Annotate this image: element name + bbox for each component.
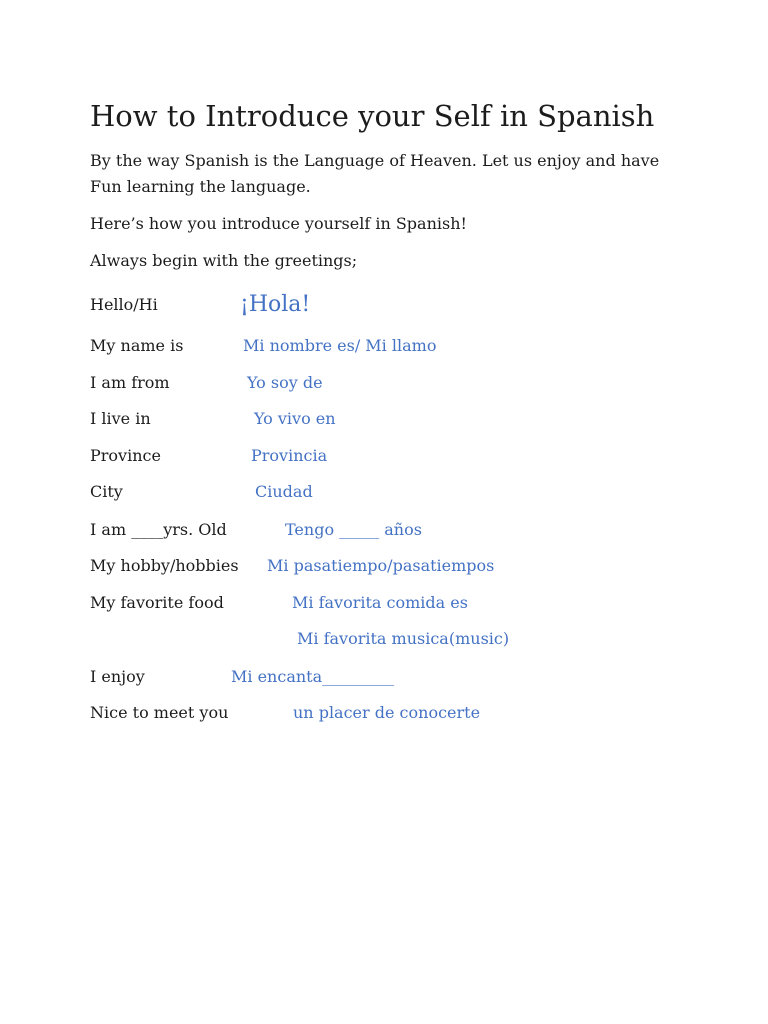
intro-paragraph: Always begin with the greetings; [90,251,358,270]
english-phrase: Nice to meet you [90,703,229,722]
spanish-phrase: un placer de conocerte [293,703,481,722]
english-phrase: I enjoy [90,667,145,686]
english-phrase: My favorite food [90,593,224,612]
english-phrase: I am ____yrs. Old [90,520,227,539]
spanish-phrase: Mi encanta_________ [231,667,395,686]
intro-paragraph: Here’s how you introduce yourself in Spanish! [90,214,467,233]
spanish-phrase: Mi favorita musica(music) [297,629,510,648]
english-phrase: My hobby/hobbies [90,556,239,575]
english-phrase: I am from [90,373,170,392]
page-title: How to Introduce your Self in Spanish [90,99,655,133]
spanish-phrase: Yo vivo en [254,409,336,428]
spanish-phrase: ¡Hola! [240,292,311,317]
spanish-phrase: Yo soy de [247,373,323,392]
intro-paragraph: By the way Spanish is the Language of Heaven. Let us enjoy and have Fun learning the language. [90,151,660,196]
english-phrase: My name is [90,336,184,355]
spanish-phrase: Mi favorita comida es [292,593,468,612]
spanish-phrase: Tengo _____ años [285,520,422,539]
spanish-phrase: Provincia [251,446,328,465]
spanish-phrase: Ciudad [255,482,313,501]
english-phrase: City [90,482,123,501]
spanish-phrase: Mi pasatiempo/pasatiempos [267,556,495,575]
english-phrase: Hello/Hi [90,295,158,314]
english-phrase: I live in [90,409,151,428]
spanish-phrase: Mi nombre es/ Mi llamo [243,336,437,355]
english-phrase: Province [90,446,161,465]
